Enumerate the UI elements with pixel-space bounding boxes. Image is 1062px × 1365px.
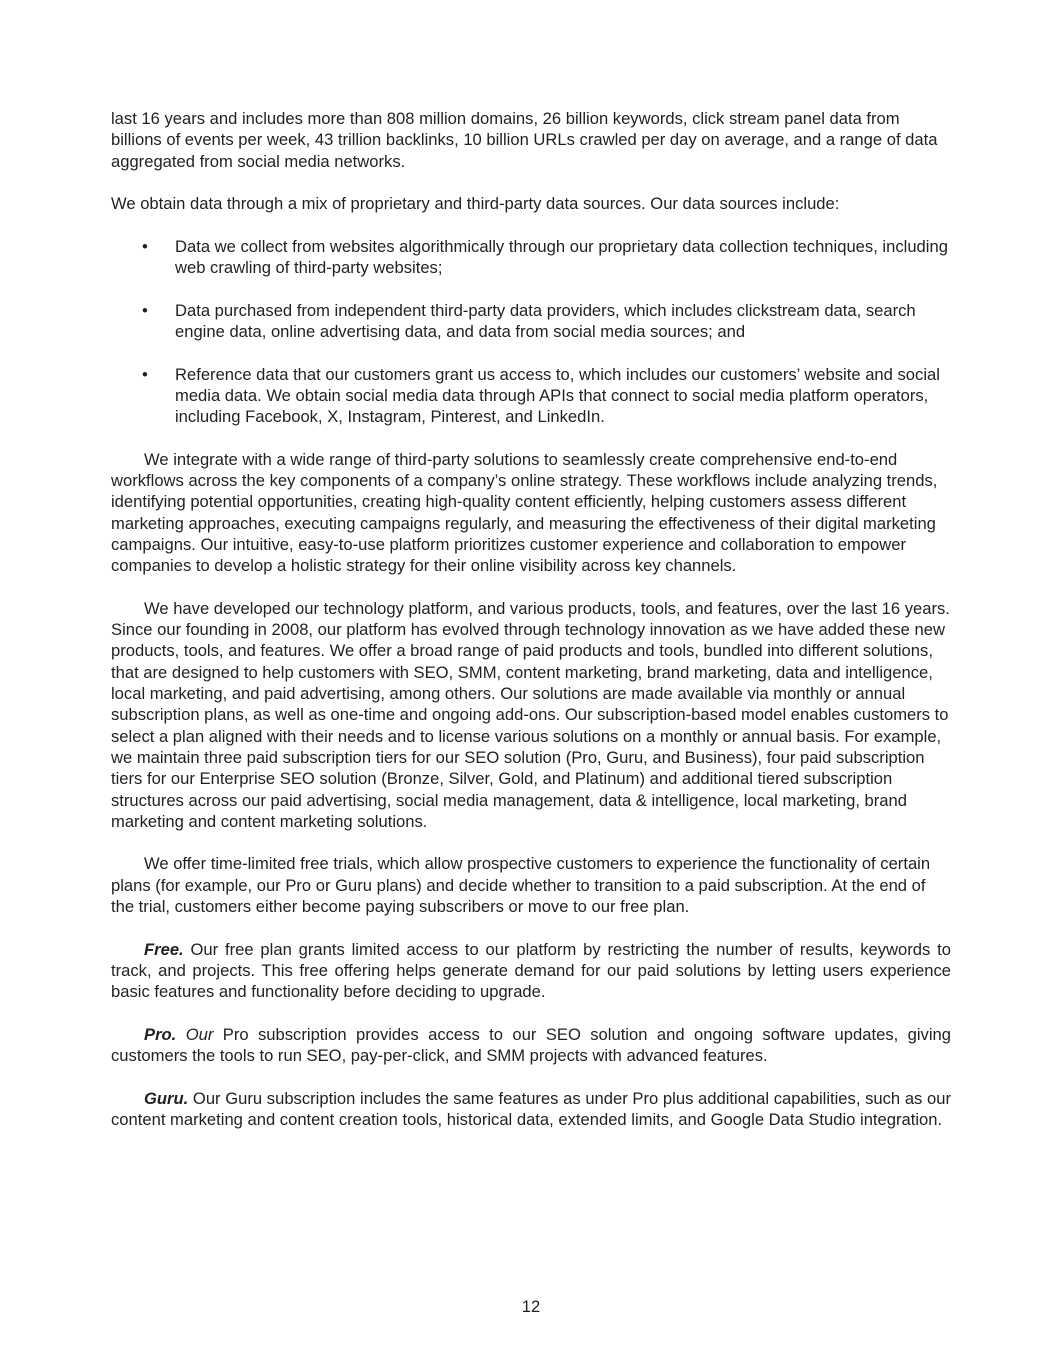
pro-plan-lead: Our bbox=[176, 1024, 214, 1044]
guru-plan-paragraph bbox=[111, 1088, 951, 1131]
data-sources-lead: We obtain data through a mix of proprietary and third-party data sources. Our data sources include: bbox=[111, 194, 840, 214]
free-plan-term: Free. bbox=[144, 939, 184, 959]
list-item bbox=[111, 364, 951, 428]
document-page bbox=[111, 108, 951, 1130]
free-trials-paragraph: We offer time-limited free trials, which allow prospective customers to experience the functionality of certain plans (for example, our Pro or Guru plans) and decide whether to transition to a paid subscription. At the end of the trial, customers either become paying subscribers or move to our free plan. bbox=[111, 854, 931, 916]
free-plan-paragraph bbox=[111, 939, 951, 1003]
list-item bbox=[111, 300, 951, 343]
technology-platform-paragraph: We have developed our technology platform, and various products, tools, and features, over the last 16 years. Since our founding in 2008, our platform has evolved through technology innovation as we have added these new products, tools, and features. We offer a broad range of paid products and tools, bundled into different solutions, that are designed to help customers with SEO, SMM, content marketing, brand marketing, data and intelligence, local marketing, and paid advertising, among others. Our solutions are made available via monthly or annual subscription plans, as well as one-time and ongoing add-ons. Our subscription-based model enables customers to select a plan aligned with their needs and to license various solutions on a monthly or annual basis. For example, we maintain three paid subscription tiers for our SEO solution (Pro, Guru, and Business), four paid subscription tiers for our Enterprise SEO solution (Bronze, Silver, Gold, and Platinum) and additional tiered subscription structures across our paid advertising, social media management, data & intelligence, local marketing, brand marketing and content marketing solutions. bbox=[111, 598, 950, 831]
list-item bbox=[111, 236, 951, 279]
data-sources-list bbox=[111, 236, 951, 428]
free-plan-text: Our free plan grants limited access to our platform by restricting the number of results, keywords to track, and projects. This free offering helps generate demand for our paid solutions by letting users experience basic features and functionality before deciding to upgrade. bbox=[111, 939, 951, 1002]
intro-paragraph: last 16 years and includes more than 808 million domains, 26 billion keywords, click stream panel data from billions of events per week, 43 trillion backlinks, 10 billion URLs crawled per day on average, and a range of data aggregated from social media networks. bbox=[111, 109, 938, 171]
pro-plan-text: Pro subscription provides access to our SEO solution and ongoing software updates, giving customers the tools to run SEO, pay-per-click, and SMM projects with advanced features. bbox=[111, 1024, 951, 1066]
pro-plan-paragraph bbox=[111, 1024, 951, 1067]
bullet-icon: • bbox=[142, 300, 148, 320]
bullet-icon: • bbox=[142, 364, 148, 384]
page-number: 12 bbox=[521, 1297, 541, 1316]
guru-plan-text: Our Guru subscription includes the same features as under Pro plus additional capabilities, such as our content marketing and content creation tools, historical data, extended limits, and Google Data Studio integration. bbox=[111, 1088, 951, 1129]
guru-plan-term: Guru. bbox=[144, 1088, 189, 1108]
list-item-text: Data we collect from websites algorithmically through our proprietary data collection techniques, including web crawling of third-party websites; bbox=[175, 236, 948, 278]
list-item-text: Data purchased from independent third-party data providers, which includes clickstream data, search engine data, online advertising data, and data from social media sources; and bbox=[175, 300, 916, 341]
bullet-icon: • bbox=[142, 236, 148, 256]
list-item-text: Reference data that our customers grant us access to, which includes our customers’ website and social media data. We obtain social media data through APIs that connect to social media platform operators, including Facebook, X, Instagram, Pinterest, and LinkedIn. bbox=[175, 364, 940, 427]
integrations-paragraph: We integrate with a wide range of third-party solutions to seamlessly create comprehensive end-to-end workflows across the key components of a company’s online strategy. These workflows include analyzing trends, identifying potential opportunities, creating high-quality content efficiently, helping customers assess different marketing approaches, executing campaigns regularly, and measuring the effectiveness of their digital marketing campaigns. Our intuitive, easy-to-use platform prioritizes customer experience and collaboration to empower companies to develop a holistic strategy for their online visibility across key channels. bbox=[111, 449, 938, 576]
pro-plan-term: Pro. bbox=[144, 1024, 177, 1044]
